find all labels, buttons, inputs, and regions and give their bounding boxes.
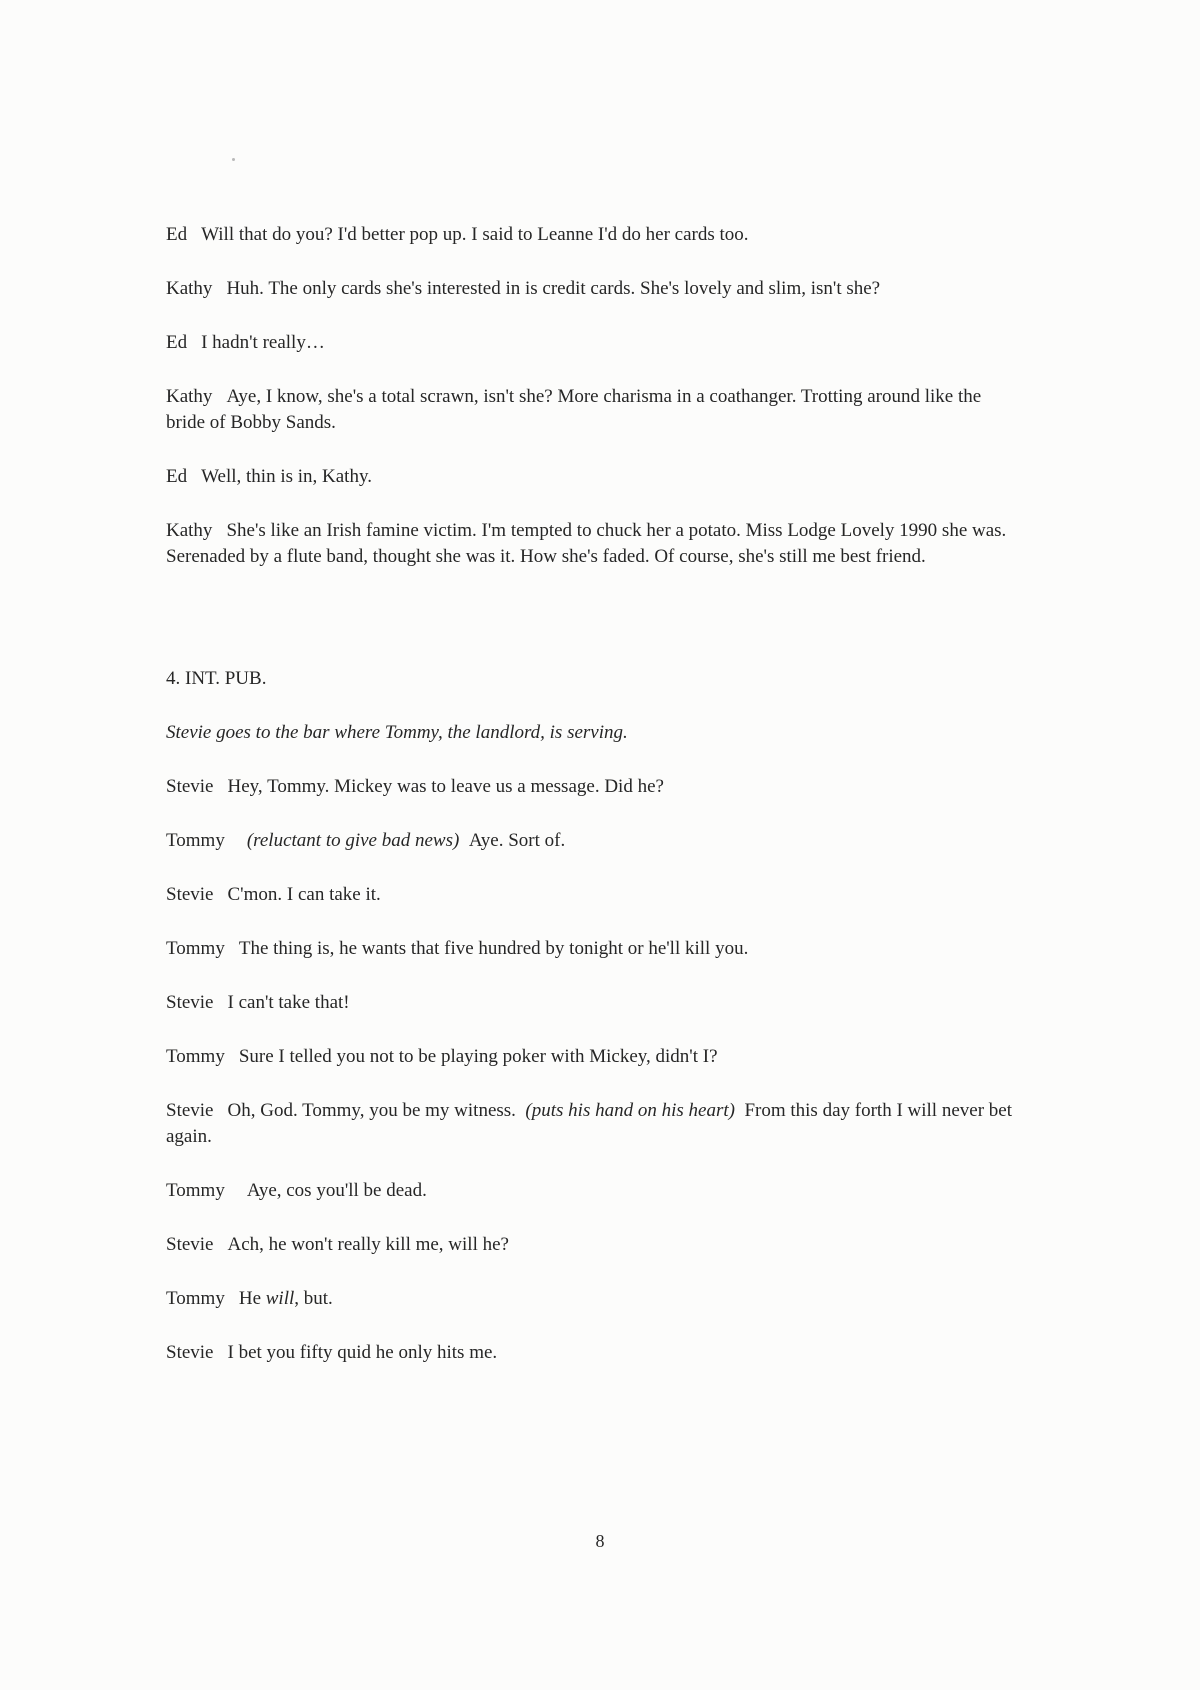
dialogue-text: Will that do you? I'd better pop up. I said to Leanne I'd do her cards too. bbox=[201, 224, 749, 245]
parenthetical-direction: (puts his hand on his heart) bbox=[525, 1100, 735, 1121]
speaker-name: Tommy bbox=[166, 1288, 225, 1309]
speaker-name: Ed bbox=[166, 224, 188, 245]
dialogue-text: Well, thin is in, Kathy. bbox=[201, 466, 372, 487]
dialogue-text: Aye, cos you'll be dead. bbox=[246, 1180, 427, 1201]
dialogue-line bbox=[166, 990, 1016, 1016]
speaker-name: Stevie bbox=[166, 776, 214, 797]
speaker-name: Stevie bbox=[166, 992, 214, 1013]
dialogue-text: I bet you fifty quid he only hits me. bbox=[227, 1342, 498, 1363]
dialogue-line bbox=[166, 384, 1016, 436]
dialogue-line bbox=[166, 464, 1016, 490]
dialogue-text: Hey, Tommy. Mickey was to leave us a message. Did he? bbox=[227, 776, 664, 797]
page-number: 8 bbox=[595, 1531, 605, 1551]
dialogue-line bbox=[166, 1340, 1016, 1366]
speaker-name: Tommy bbox=[166, 1046, 225, 1067]
dialogue-text: Aye, I know, she's a total scrawn, isn't she? More charisma in a coathanger. Trotting around like the bride of Bobby Sands. bbox=[166, 386, 982, 433]
dialogue-line bbox=[166, 774, 1016, 800]
dialogue-line bbox=[166, 1232, 1016, 1258]
speaker-name: Kathy bbox=[166, 278, 213, 299]
dialogue-text: , but. bbox=[294, 1288, 333, 1309]
dialogue-text: Ach, he won't really kill me, will he? bbox=[227, 1234, 509, 1255]
dialogue-line bbox=[166, 1178, 1016, 1204]
dialogue-line bbox=[166, 518, 1016, 570]
dialogue-line bbox=[166, 882, 1016, 908]
dialogue-text: Huh. The only cards she's interested in is credit cards. She's lovely and slim, isn't she? bbox=[226, 278, 881, 299]
speaker-name: Stevie bbox=[166, 884, 214, 905]
dialogue-line bbox=[166, 1286, 1016, 1312]
dialogue-text: I hadn't really… bbox=[201, 332, 325, 353]
parenthetical-direction: (reluctant to give bad news) bbox=[246, 830, 460, 851]
scan-speck bbox=[232, 158, 235, 161]
dialogue-line bbox=[166, 1044, 1016, 1070]
dialogue-text: C'mon. I can take it. bbox=[227, 884, 381, 905]
scene-heading: 4. INT. PUB. bbox=[166, 668, 267, 689]
speaker-name: Ed bbox=[166, 466, 188, 487]
speaker-name: Tommy bbox=[166, 830, 225, 851]
dialogue-text: From this day forth I will never bet again. bbox=[166, 1100, 1012, 1147]
speaker-name: Stevie bbox=[166, 1342, 214, 1363]
script-body bbox=[166, 222, 1016, 1366]
dialogue-text: Aye. Sort of. bbox=[468, 830, 566, 851]
speaker-name: Kathy bbox=[166, 520, 213, 541]
dialogue-line bbox=[166, 276, 1016, 302]
dialogue-text: Oh, God. Tommy, you be my witness. bbox=[227, 1100, 516, 1121]
dialogue-line bbox=[166, 936, 1016, 962]
dialogue-text: The thing is, he wants that five hundred by tonight or he'll kill you. bbox=[238, 938, 749, 959]
dialogue-text: She's like an Irish famine victim. I'm tempted to chuck her a potato. Miss Lodge Lovely 1990 she was. Serenaded by a flute band, thought she was it. How she's faded. Of course, she's still me best friend. bbox=[166, 520, 1007, 567]
dialogue-line bbox=[166, 222, 1016, 248]
speaker-name: Stevie bbox=[166, 1100, 214, 1121]
speaker-name: Kathy bbox=[166, 386, 213, 407]
speaker-name: Stevie bbox=[166, 1234, 214, 1255]
dialogue-line bbox=[166, 330, 1016, 356]
stage-direction: Stevie goes to the bar where Tommy, the landlord, is serving. bbox=[166, 722, 628, 743]
dialogue-text: He bbox=[238, 1288, 261, 1309]
speaker-name: Ed bbox=[166, 332, 188, 353]
dialogue-line bbox=[166, 1098, 1016, 1150]
dialogue-text: I can't take that! bbox=[227, 992, 350, 1013]
speaker-name: Tommy bbox=[166, 938, 225, 959]
dialogue-line bbox=[166, 828, 1016, 854]
dialogue-text: Sure I telled you not to be playing poker with Mickey, didn't I? bbox=[238, 1046, 718, 1067]
speaker-name: Tommy bbox=[166, 1180, 225, 1201]
emphasized-word: will bbox=[265, 1288, 295, 1309]
